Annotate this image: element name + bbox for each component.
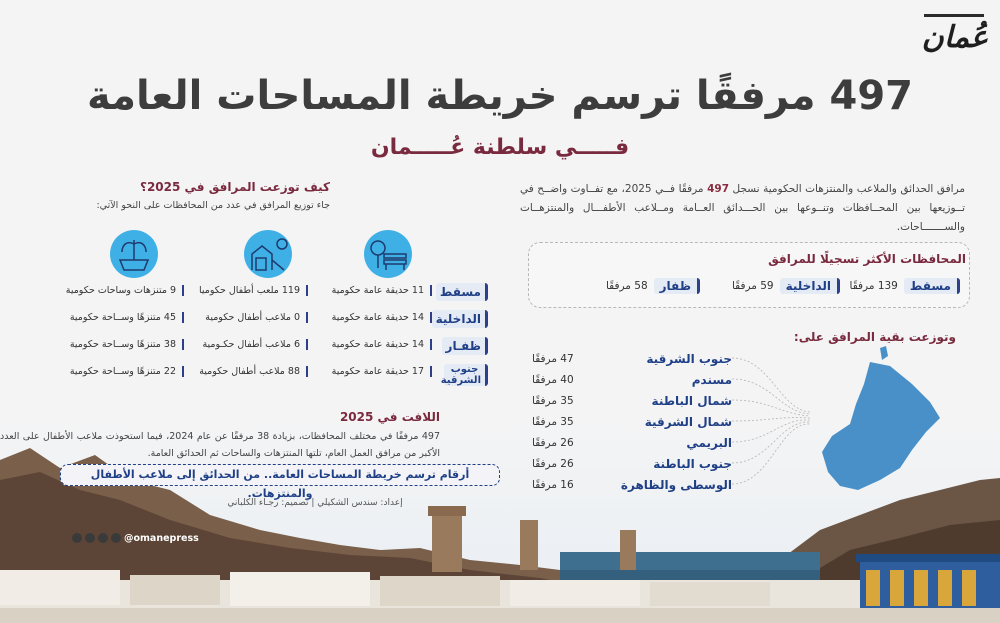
- row-gardens: 17 حديقة عامة حكومية: [332, 366, 432, 377]
- top-gov-name: مسقط: [904, 278, 960, 294]
- headline: 497 مرفقًا ترسم خريطة المساحات العامة: [87, 73, 913, 119]
- facebook-icon[interactable]: [111, 533, 121, 543]
- rest-count: 47 مرفقًا: [532, 353, 574, 365]
- social-bar: [72, 530, 203, 546]
- rest-row: [532, 350, 732, 368]
- rest-count: 26 مرفقًا: [532, 458, 574, 470]
- rest-count: 35 مرفقًا: [532, 416, 574, 428]
- row-governorate: مسقط: [436, 283, 488, 301]
- rest-name: البريمي: [686, 436, 732, 450]
- distribution-row: [58, 283, 488, 303]
- rest-count: 26 مرفقًا: [532, 437, 574, 449]
- row-playgrounds: 119 ملعب أطفال حكوميا: [199, 285, 308, 296]
- notable-text: 497 مرفقًا في مختلف المحافظات، بزيادة 38 مرفقًا عن عام 2024، فيما استحوذت ملاعب الأطفال على العدد الأكبر من مرافق العمل العام، تلتها المنتزهات والساحات ثم الحدائق العامة.: [0, 431, 441, 459]
- distribution-title: كيف توزعت المرافق في 2025؟: [139, 180, 330, 194]
- rest-name: مسندم: [691, 373, 732, 387]
- top-gov-item: [606, 276, 700, 296]
- rest-name: جنوب الباطنة: [653, 457, 732, 471]
- rest-row: [532, 392, 732, 410]
- rest-name: الوسطى والظاهرة: [620, 478, 732, 492]
- rest-row: [532, 455, 732, 473]
- row-parks: 38 متنزهًا وســاحة حكومية: [70, 339, 184, 350]
- summary-banner: أرقام ترسم خريطة المساحات العامة.. من الحدائق إلى ملاعب الأطفال والمنتزهات.: [60, 464, 500, 486]
- top-governorates-title: المحافظات الأكثر تسجيلًا للمرافق: [768, 252, 966, 266]
- notable-title: اللافت في 2025: [339, 410, 440, 424]
- rest-row: [532, 434, 732, 452]
- oman-map: [730, 340, 960, 500]
- top-gov-count: 58 مرفقًا: [605, 280, 648, 292]
- social-handle[interactable]: @omanepress: [124, 532, 199, 544]
- rest-row: [532, 413, 732, 431]
- top-gov-name: ظفار: [654, 278, 700, 294]
- row-playgrounds: 6 ملاعب أطفال حكـومية: [202, 339, 308, 350]
- row-governorate: الداخلية: [432, 310, 488, 328]
- top-gov-name: الداخلية: [780, 278, 840, 294]
- row-playgrounds: 0 ملاعب أطفال حكومية: [205, 312, 308, 323]
- rest-name: شمال الباطنة: [651, 394, 732, 408]
- row-gardens: 14 حديقة عامة حكومية: [332, 339, 432, 350]
- instagram-icon[interactable]: [85, 533, 95, 543]
- row-governorate: ظفـار: [442, 337, 488, 355]
- row-parks: 45 متنزهًا وســاحة حكومية: [70, 312, 184, 323]
- rest-title: وتوزعت بقية المرافق على:: [793, 330, 956, 344]
- top-gov-item: [850, 276, 960, 296]
- top-gov-count: 59 مرفقًا: [731, 280, 774, 292]
- row-playgrounds: 88 ملاعب أطفال حكومية: [199, 366, 308, 377]
- logo-text: عُمان: [921, 20, 989, 55]
- credits: إعداد: سندس الشكيلي | تصميم: رجـاء الكلباني: [227, 498, 403, 508]
- park-bench-icon: [364, 230, 412, 278]
- intro-part1: مرافق الحدائق والملاعب والمنتزهات الحكومية نسجل: [729, 183, 965, 195]
- newspaper-logo: [918, 8, 992, 70]
- row-parks: 22 متنزهًا وســاحة حكومية: [70, 366, 184, 377]
- intro-highlight: 497: [707, 183, 730, 195]
- subheadline: فـــــي سلطنة عُـــــمان: [370, 135, 630, 160]
- rest-row: [532, 476, 732, 494]
- rest-count: 40 مرفقًا: [532, 374, 574, 386]
- rest-name: جنوب الشرقية: [646, 352, 732, 366]
- youtube-icon[interactable]: [72, 533, 82, 543]
- rest-count: 35 مرفقًا: [532, 395, 574, 407]
- row-parks: 9 متنزهات وساحات حكومية: [66, 285, 184, 296]
- row-gardens: 14 حديقة عامة حكومية: [332, 312, 432, 323]
- x-icon[interactable]: [98, 533, 108, 543]
- playground-icon: [244, 230, 292, 278]
- row-gardens: 11 حديقة عامة حكومية: [332, 285, 432, 296]
- distribution-subtitle: جاء توزيع المرافق في عدد من المحافظات على النحو الآتي:: [96, 200, 330, 211]
- rest-row: [532, 371, 732, 389]
- intro-paragraph: [520, 180, 965, 237]
- top-gov-count: 139 مرفقًا: [849, 280, 898, 292]
- rest-name: شمال الشرقية: [644, 415, 732, 429]
- rest-count: 16 مرفقًا: [532, 479, 574, 491]
- fountain-icon: [110, 230, 158, 278]
- distribution-row: [58, 310, 488, 330]
- oman-shape: [822, 346, 940, 490]
- distribution-row: [58, 337, 488, 357]
- intro-part2: مرفقًا فــي 2025، مع تفــاوت واضــح في تــوزيعها بين المحــافظات وتنــوعها بين الحـــدائق العــامة ومــلاعب الأطفـــال والمنتزهــات والســـــــاحات.: [520, 183, 965, 233]
- logo-bar: [924, 14, 984, 17]
- row-governorate: جنوب الشرقية: [444, 364, 488, 386]
- top-gov-item: [732, 276, 840, 296]
- distribution-row: [58, 364, 488, 384]
